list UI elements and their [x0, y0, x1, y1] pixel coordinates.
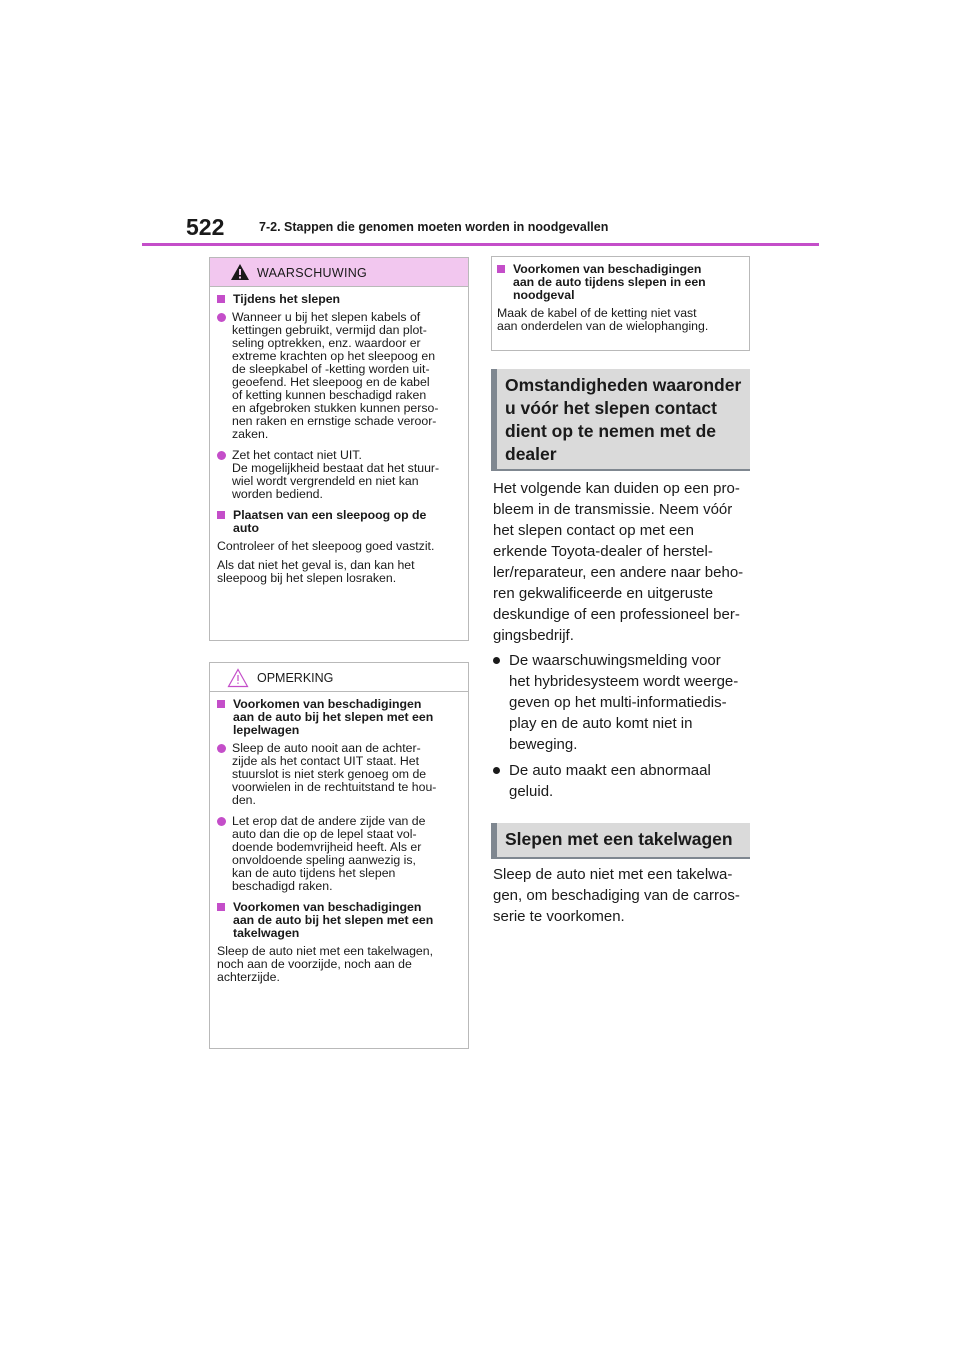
round-bullet-icon	[217, 313, 230, 322]
warning-title: WAARSCHUWING	[257, 266, 368, 280]
section-heading: Omstandigheden waaronder u vóór het slepen contact dient op te nemen met de dealer	[491, 369, 750, 471]
section-paragraph: Het volgende kan duiden op een pro- bleem in de transmissie. Neem vóór het slepen contact op met een erkende Toyota-dealer of herstel- ler/reparateur, een andere naar beho- ren gekwalificeerde en uitgeruste deskundige of een professioneel ber- gingsbedrijf.	[493, 480, 744, 644]
caution-triangle-icon	[227, 668, 249, 688]
note-box-header	[210, 663, 468, 692]
note-text: Maak de kabel of de ketting niet vast aan onderdelen van de wielophanging.	[497, 306, 709, 333]
round-bullet-icon	[217, 817, 230, 826]
list-item: De waarschuwingsmelding voor het hybridesysteem wordt weerge- geven op het multi-informatiedis- play en de auto komt niet in beweging.	[493, 650, 755, 755]
square-bullet-icon	[217, 511, 229, 519]
note-title: OPMERKING	[257, 671, 334, 685]
square-bullet-icon	[217, 700, 229, 708]
note-heading: Voorkomen van beschadigingen aan de auto bij het slepen met een lepelwagen	[217, 698, 460, 737]
section-bullet-list	[493, 650, 755, 807]
square-bullet-icon	[497, 265, 509, 273]
warning-heading: Plaatsen van een sleepoog op de auto	[217, 509, 460, 535]
warning-box-header	[210, 258, 468, 287]
note-box-continued	[491, 256, 750, 351]
note-bullet: Let erop dat de andere zijde van de auto dan die op de lepel staat vol- doende bodemvrijheid heeft. Als er onvoldoende speling aanwezig is, kan de auto tijdens het slepen beschadigd raken.	[217, 815, 460, 893]
header-divider	[142, 243, 819, 246]
square-bullet-icon	[217, 295, 229, 303]
warning-bullet: Wanneer u bij het slepen kabels of kettingen gebruikt, vermijd dan plot- seling optrekken, enz. waardoor er extreme krachten op het sleepoog en de sleepkabel of -ketting worden uit- geoefend. Het sleepoog en de kabel of ketting kunnen beschadigd raken en afgebroken stukken kunnen perso- nen raken en ernstige schade veroor- zaken.	[217, 311, 460, 441]
section-paragraph: Sleep de auto niet met een takelwa- gen, om beschadiging van de carros- serie te voorkomen.	[493, 866, 740, 925]
round-bullet-icon	[217, 744, 230, 753]
warning-text: Als dat niet het geval is, dan kan het sleepoog bij het slepen losraken.	[217, 558, 415, 585]
warning-bullet: Zet het contact niet UIT. De mogelijkheid bestaat dat het stuur- wiel wordt vergrendeld en niet kan worden bediend.	[217, 449, 460, 501]
list-item: De auto maakt een abnormaal geluid.	[493, 760, 755, 802]
warning-box-body	[210, 287, 468, 599]
warning-box	[209, 257, 469, 641]
chapter-title: 7-2. Stappen die genomen moeten worden in noodgevallen	[259, 220, 609, 234]
bullet-icon	[493, 657, 509, 664]
note-box	[209, 662, 469, 1049]
round-bullet-icon	[217, 451, 230, 460]
page-number: 522	[186, 214, 225, 240]
warning-triangle-icon	[230, 263, 250, 281]
note-bullet: Sleep de auto nooit aan de achter- zijde als het contact UIT staat. Het stuurslot is niet sterk genoeg om de voorwielen in de rechtuitstand te hou- den.	[217, 742, 460, 807]
warning-text: Controleer of het sleepoog goed vastzit.	[217, 539, 435, 553]
note-text: Sleep de auto niet met een takelwagen, noch aan de voorzijde, noch aan de achterzijde.	[217, 944, 434, 984]
warning-heading: Tijdens het slepen	[217, 293, 460, 306]
section-heading: Slepen met een takelwagen	[491, 823, 750, 859]
square-bullet-icon	[217, 903, 229, 911]
note-box-body	[210, 692, 468, 998]
note-heading: Voorkomen van beschadigingen aan de auto bij het slepen met een takelwagen	[217, 901, 460, 940]
bullet-icon	[493, 767, 509, 774]
note-heading: Voorkomen van beschadigingen aan de auto tijdens slepen in een noodgeval	[497, 263, 741, 302]
